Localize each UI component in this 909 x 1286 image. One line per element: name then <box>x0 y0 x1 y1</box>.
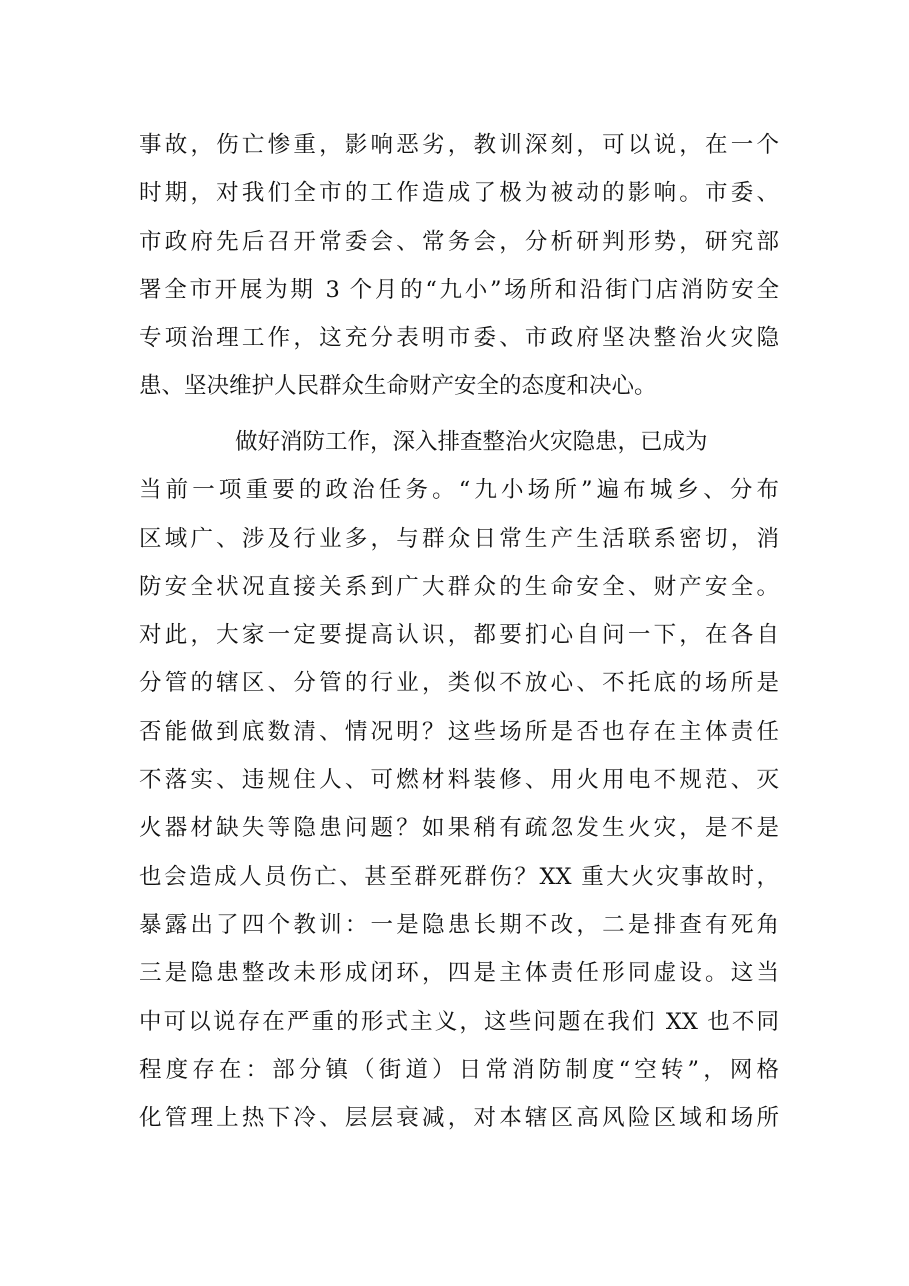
paragraph-line: 火器材缺失等隐患问题？如果稍有疏忽发生火灾，是不是 <box>139 815 779 842</box>
paragraph-line: 否能做到底数清、情况明？这些场所是否也存在主体责任 <box>139 718 779 745</box>
paragraph-line: 时期，对我们全市的工作造成了极为被动的影响。市委、 <box>139 180 779 207</box>
paragraph-line: 事故，伤亡惨重，影响恶劣，教训深刻，可以说，在一个 <box>139 132 779 158</box>
paragraph-line: 专项治理工作，这充分表明市委、市政府坚决整治火灾隐 <box>139 325 779 352</box>
paragraph-line: 患、坚决维护人民群众生命财产安全的态度和决心。 <box>139 373 657 400</box>
paragraph-line: 化管理上热下冷、层层衰减，对本辖区高风险区域和场所 <box>139 1105 779 1132</box>
paragraph-line: 区域广、涉及行业多，与群众日常生产生活联系密切，消 <box>139 525 779 552</box>
paragraph-line: 署全市开展为期 3 个月的“九小”场所和沿街门店消防安全 <box>139 276 779 303</box>
paragraph-line: 三是隐患整改未形成闭环，四是主体责任形同虚设。这当 <box>139 960 779 987</box>
paragraph-line: 对此，大家一定要提高认识，都要扪心自问一下，在各自 <box>139 622 779 649</box>
paragraph-1 <box>139 121 779 411</box>
paragraph-line: 中可以说存在严重的形式主义，这些问题在我们 XX 也不同 <box>139 1008 779 1035</box>
paragraph-line: 当前一项重要的政治任务。“九小场所”遍布城乡、分布 <box>139 477 779 504</box>
paragraph-line: 市政府先后召开常委会、常务会，分析研判形势，研究部 <box>139 228 779 255</box>
paragraph-line: 不落实、违规住人、可燃材料装修、用火用电不规范、灭 <box>139 767 779 794</box>
paragraph-line: 也会造成人员伤亡、甚至群死群伤？XX 重大火灾事故时， <box>139 863 779 890</box>
paragraph-2 <box>139 418 779 1142</box>
paragraph-line: 程度存在：部分镇（街道）日常消防制度“空转”，网格 <box>139 1056 779 1083</box>
paragraph-line: 防安全状况直接关系到广大群众的生命安全、财产安全。 <box>139 573 779 600</box>
paragraph-line: 做好消防工作，深入排查整治火灾隐患，已成为 <box>235 429 708 455</box>
paragraph-line: 暴露出了四个教训：一是隐患长期不改，二是排查有死角 <box>139 911 779 938</box>
paragraph-line: 分管的辖区、分管的行业，类似不放心、不托底的场所是 <box>139 670 779 697</box>
